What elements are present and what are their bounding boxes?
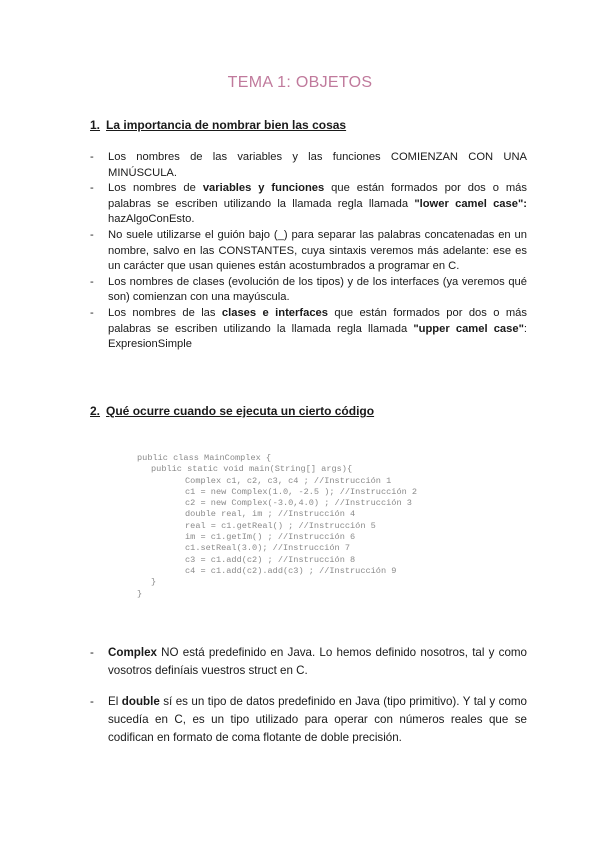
text-run: "lower camel case":	[414, 197, 527, 210]
naming-rule-item	[90, 228, 527, 275]
text-run: hazAlgoConEsto.	[108, 213, 195, 226]
code-line: }	[151, 577, 157, 588]
text-run: NO está predefinido en Java. Lo hemos definido nosotros, tal y como vosotros definíais vuestros struct en C.	[108, 646, 527, 677]
text-run: double	[121, 695, 160, 708]
code-line: Complex c1, c2, c3, c4 ; //Instrucción 1	[185, 475, 392, 486]
naming-rule-item	[90, 306, 527, 353]
code-line: }	[137, 588, 143, 599]
naming-rules-list	[90, 150, 527, 353]
code-line: c3 = c1.add(c2) ; //Instrucción 8	[185, 554, 356, 565]
section-2-number: 2.	[90, 404, 101, 418]
text-run: Los nombres de clases (evolución de los tipos) y de los interfaces (ya veremos qué son) comienzan con una mayúscula.	[108, 275, 527, 304]
note-item	[90, 644, 527, 680]
naming-rule-item	[90, 181, 527, 228]
code-line: double real, im ; //Instrucción 4	[185, 509, 356, 520]
bullet-dash: -	[90, 306, 94, 319]
naming-rule-item	[90, 275, 527, 306]
code-line: c1 = new Complex(1.0, -2.5 ); //Instrucción 2	[185, 486, 418, 497]
section-1-heading	[90, 118, 346, 132]
text-run: que están formados por dos o más palabras se escriben utilizando la llamada regla llamada	[108, 306, 528, 335]
code-line: c2 = new Complex(-3.0,4.0) ; //Instrucción 3	[185, 498, 412, 509]
section-2-heading	[90, 404, 374, 418]
text-run: El	[108, 695, 122, 708]
code-line: c4 = c1.add(c2).add(c3) ; //Instrucción 9	[185, 565, 397, 576]
note-item	[90, 693, 527, 747]
text-run: Los nombres de las variables y las funciones COMIENZAN CON UNA MINÚSCULA.	[108, 151, 527, 179]
text-run: "upper camel case"	[413, 322, 524, 335]
naming-rule-item	[90, 150, 527, 181]
section-1-heading-text: La importancia de nombrar bien las cosas	[106, 118, 347, 132]
bullet-dash: -	[90, 695, 94, 708]
section-2-heading-text: Qué ocurre cuando se ejecuta un cierto código	[106, 404, 375, 418]
bullet-dash: -	[90, 182, 94, 195]
text-run: Complex	[108, 646, 157, 659]
code-snippet	[137, 453, 417, 600]
code-line: public class MainComplex {	[137, 453, 272, 463]
text-run: Los nombres de	[108, 182, 203, 195]
text-run: : ExpresionSimple	[108, 322, 528, 351]
section-1-number: 1.	[90, 118, 101, 132]
text-run: variables y funciones	[202, 182, 325, 195]
bullet-dash: -	[90, 646, 94, 659]
text-run: Los nombres de las	[108, 306, 222, 319]
notes-list	[90, 644, 527, 760]
code-line: im = c1.getIm() ; //Instrucción 6	[185, 532, 356, 543]
code-line: real = c1.getReal() ; //Instrucción 5	[185, 520, 376, 531]
text-run: clases e interfaces	[221, 306, 328, 319]
bullet-dash: -	[90, 228, 94, 241]
text-run: que están formados por dos o más palabras se escriben utilizando la llamada regla llamada	[108, 182, 527, 210]
text-run: No suele utilizarse el guión bajo (_) para separar las palabras concatenadas en un nombre, salvo en las CONSTANTES, cuya sintaxis veremos más adelante: ese es un carácter que usan quienes están acostumbrados a programar en C.	[108, 228, 527, 273]
page-title: TEMA 1: OBJETOS	[227, 74, 373, 91]
text-run: sí es un tipo de datos predefinido en Java (tipo primitivo). Y tal y como sucedía en C, es un tipo utilizado para operar con números reales que se codifican en formato de coma flotante de doble precisión.	[108, 695, 528, 744]
bullet-dash: -	[90, 275, 94, 288]
code-line: public static void main(String[] args){	[151, 464, 353, 475]
bullet-dash: -	[90, 151, 94, 163]
code-line: c1.setReal(3.0); //Instrucción 7	[185, 543, 351, 554]
